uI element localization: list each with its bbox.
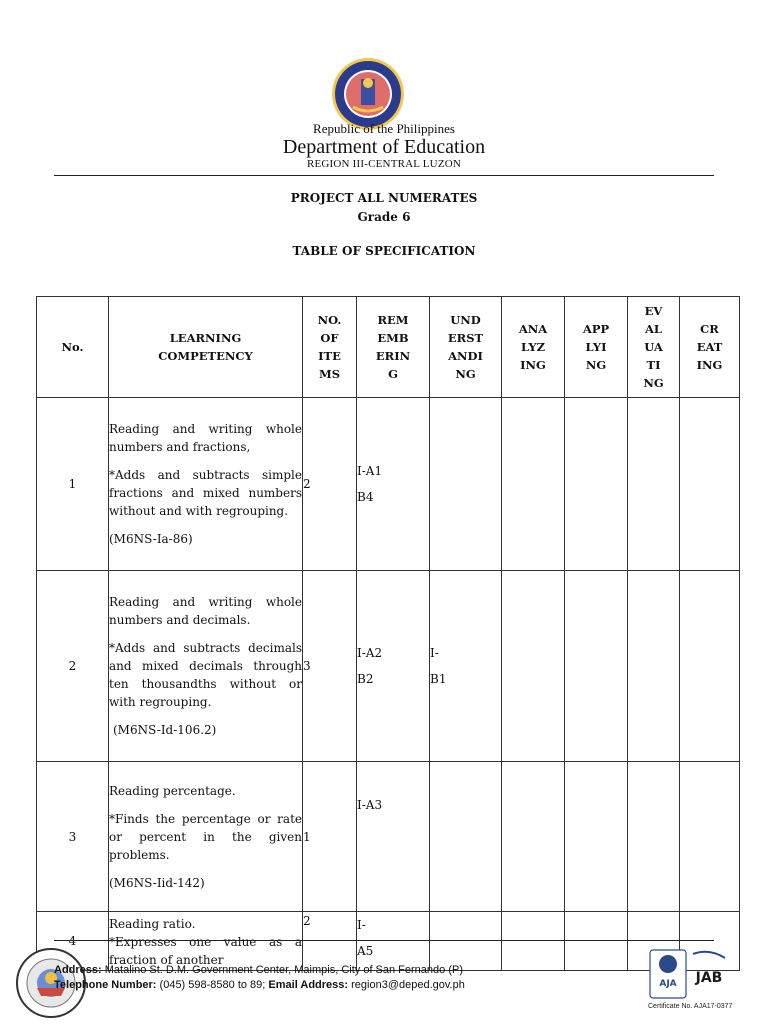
applying-cell xyxy=(565,762,628,912)
footer-contact xyxy=(54,964,465,994)
address-line: Address: Matalino St. D.M. Government Center, Maimpis, City of San Fernando (P) xyxy=(54,964,463,976)
aja-logo-text: AJA xyxy=(659,979,677,989)
header-competency: LEARNING COMPETENCY xyxy=(109,297,303,398)
header-remembering: REM EMB ERIN G xyxy=(357,297,430,398)
understanding-cell xyxy=(430,398,502,571)
remembering-cell: I-A1 B4 xyxy=(357,398,430,571)
creating-cell xyxy=(680,398,740,571)
header-items: NO. OF ITE MS xyxy=(303,297,357,398)
number-of-items: 1 xyxy=(303,762,357,912)
table-title: TABLE OF SPECIFICATION xyxy=(292,244,476,258)
remembering-cell: I- A5 xyxy=(357,912,430,971)
understanding-cell xyxy=(430,912,502,971)
region-heading: REGION III-CENTRAL LUZON xyxy=(306,158,462,170)
analyzing-cell xyxy=(502,571,565,762)
certificate-number: Certificate No. AJA17-0377 xyxy=(648,1003,733,1010)
remembering-cell: I-A2 B2 xyxy=(357,571,430,762)
table-header-row xyxy=(37,297,740,398)
row-number: 4 xyxy=(37,912,109,971)
row-number: 3 xyxy=(37,762,109,912)
evaluating-cell xyxy=(628,571,680,762)
table-row xyxy=(37,398,740,571)
header-creating: CR EAT ING xyxy=(680,297,740,398)
header-understanding: UND ERST ANDI NG xyxy=(430,297,502,398)
number-of-items: 3 xyxy=(303,571,357,762)
jab-logo-text: JAB xyxy=(695,970,723,986)
header-divider xyxy=(54,175,714,176)
table-row xyxy=(37,571,740,762)
row-number: 2 xyxy=(37,571,109,762)
applying-cell xyxy=(565,398,628,571)
deped-seal-logo xyxy=(331,57,405,131)
grade-title: Grade 6 xyxy=(357,210,411,224)
evaluating-cell xyxy=(628,398,680,571)
republic-heading: Republic of the Philippines xyxy=(313,121,455,136)
creating-cell xyxy=(680,571,740,762)
number-of-items: 2 xyxy=(303,398,357,571)
header-analyzing: ANA LYZ ING xyxy=(502,297,565,398)
creating-cell xyxy=(680,762,740,912)
understanding-cell: I- B1 xyxy=(430,571,502,762)
row-number: 1 xyxy=(37,398,109,571)
certification-logos xyxy=(649,948,729,1000)
table-row xyxy=(37,912,740,971)
learning-competency: Reading ratio. *Expresses one value as a fraction of another xyxy=(109,912,303,971)
evaluating-cell xyxy=(628,762,680,912)
learning-competency: Reading percentage. *Finds the percentage or rate or percent in the given problems. (M6NS-Iid-142) xyxy=(109,762,303,912)
department-heading: Department of Education xyxy=(282,136,486,158)
table-row xyxy=(37,762,740,912)
remembering-cell: I-A3 xyxy=(357,762,430,912)
contact-line: Telephone Number: (045) 598-8580 to 89; Email Address: region3@deped.gov.ph xyxy=(54,979,465,991)
specification-table xyxy=(36,296,740,971)
analyzing-cell xyxy=(502,762,565,912)
learning-competency: Reading and writing whole numbers and fractions, *Adds and subtracts simple fractions and mixed numbers without and with regrouping. (M6NS-Ia-86) xyxy=(109,398,303,571)
applying-cell xyxy=(565,571,628,762)
header-applying: APP LYI NG xyxy=(565,297,628,398)
header-no: No. xyxy=(37,297,109,398)
header-evaluating: EV AL UA TI NG xyxy=(628,297,680,398)
understanding-cell xyxy=(430,762,502,912)
number-of-items: 2 xyxy=(303,912,357,971)
applying-cell xyxy=(565,912,628,971)
project-title: PROJECT ALL NUMERATES xyxy=(290,191,478,205)
learning-competency: Reading and writing whole numbers and decimals. *Adds and subtracts decimals and mixed decimals through ten thousandths without or with regrouping. (M6NS-Id-106.2) xyxy=(109,571,303,762)
footer-divider xyxy=(54,940,714,941)
analyzing-cell xyxy=(502,912,565,971)
analyzing-cell xyxy=(502,398,565,571)
